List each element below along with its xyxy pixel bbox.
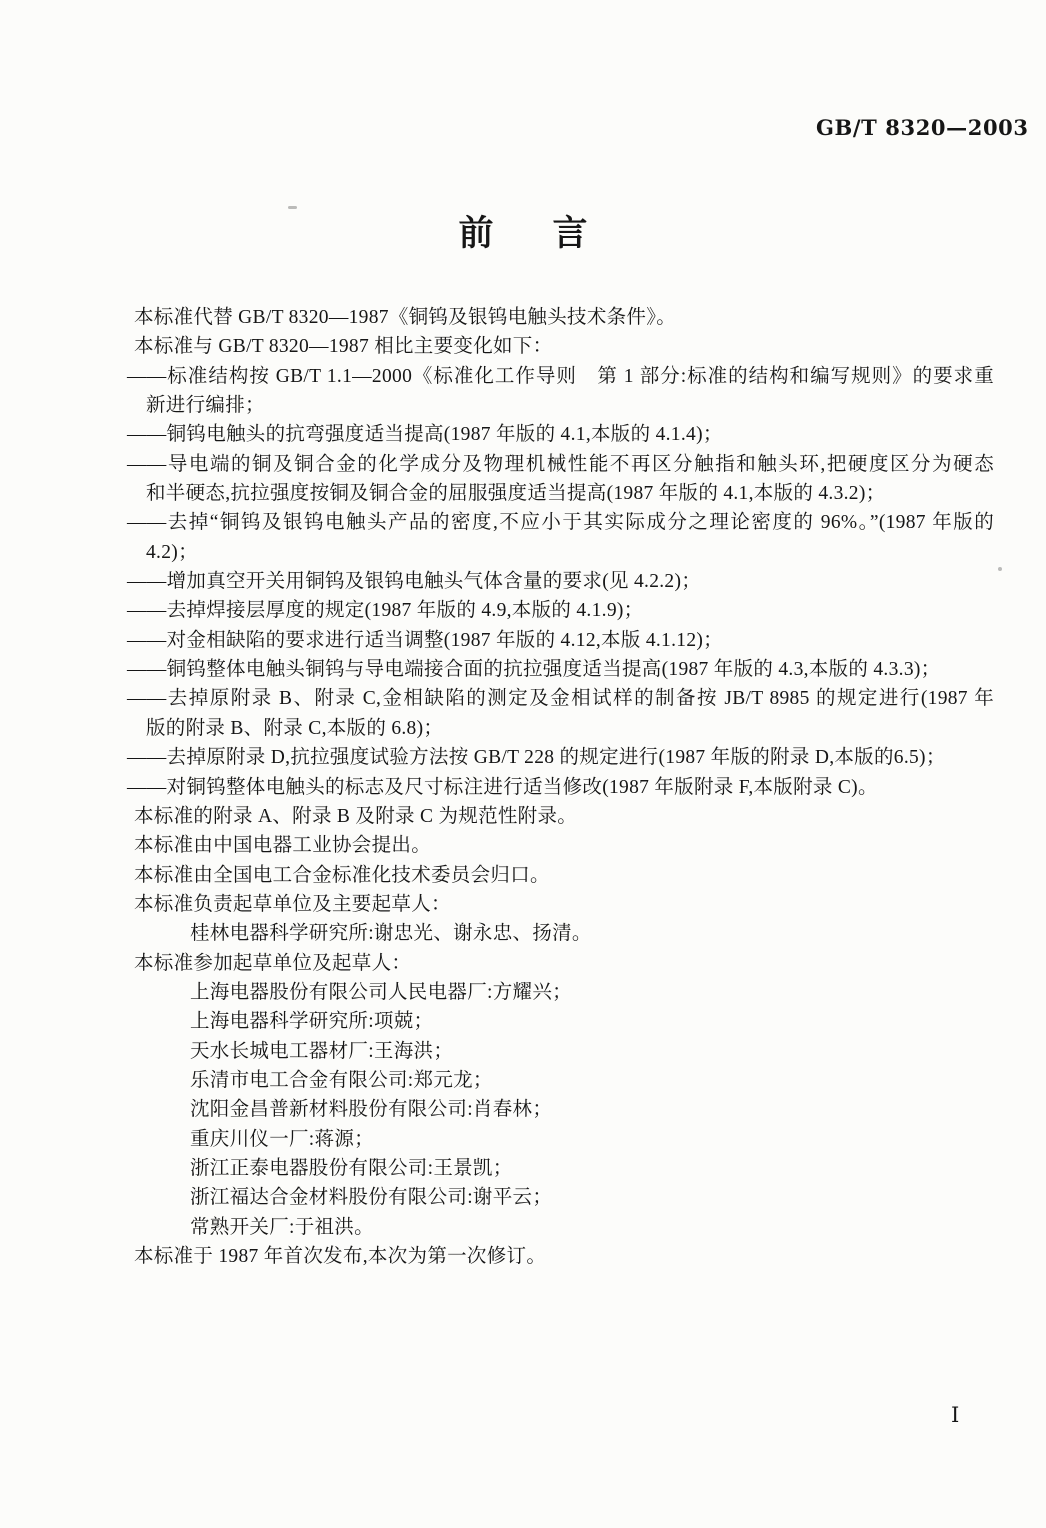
body-line: 天水长城电工器材厂:王海洪；: [190, 1040, 454, 1062]
body-line: 新进行编排；: [146, 395, 265, 417]
body-line: 乐清市电工合金有限公司:郑元龙；: [190, 1069, 493, 1091]
standard-code-header: GB/T 8320—2003: [816, 115, 1029, 140]
body-line: ——标准结构按 GB/T 1.1—2000《标准化工作导则 第 1 部分:标准的结构和编写规则》的要求重: [127, 365, 994, 387]
body-line: ——铜钨电触头的抗弯强度适当提高(1987 年版的 4.1,本版的 4.1.4)；: [127, 424, 723, 446]
body-line: ——去掉原附录 B、附录 C,金相缺陷的测定及金相试样的制备按 JB/T 8985 的规定进行(1987 年: [127, 688, 994, 710]
body-line: ——去掉焊接层厚度的规定(1987 年版的 4.9,本版的 4.1.9)；: [127, 600, 644, 622]
body-line: ——去掉原附录 D,抗拉强度试验方法按 GB/T 228 的规定进行(1987 年版的附录 D,本版的6.5)；: [127, 747, 946, 769]
body-line: 本标准由中国电器工业协会提出。: [134, 835, 432, 857]
body-line: 沈阳金昌普新材料股份有限公司:肖春林；: [190, 1099, 553, 1121]
body-line: ——铜钨整体电触头铜钨与导电端接合面的抗拉强度适当提高(1987 年版的 4.3,本版的 4.3.3)；: [127, 659, 941, 681]
body-line: 上海电器股份有限公司人民电器厂:方耀兴；: [190, 981, 572, 1003]
scan-speck: [288, 206, 297, 209]
body-line: 常熟开关厂:于祖洪。: [190, 1216, 374, 1238]
page-title: 前 言: [458, 214, 600, 253]
body-line: 本标准负责起草单位及主要起草人：: [134, 893, 451, 915]
body-line: 本标准代替 GB/T 8320—1987《铜钨及银钨电触头技术条件》。: [134, 307, 677, 328]
body-line: ——对金相缺陷的要求进行适当调整(1987 年版的 4.12,本版 4.1.12)；: [127, 629, 723, 651]
body-line: 版的附录 B、附录 C,本版的 6.8)；: [146, 717, 444, 739]
body-line: 本标准的附录 A、附录 B 及附录 C 为规范性附录。: [134, 805, 578, 827]
body-line: 桂林电器科学研究所:谢忠光、谢永忠、扬清。: [190, 923, 592, 945]
body-line: 本标准与 GB/T 8320—1987 相比主要变化如下：: [134, 336, 553, 358]
body-line: 本标准参加起草单位及起草人：: [134, 952, 412, 974]
body-line: ——增加真空开关用铜钨及银钨电触头气体含量的要求(见 4.2.2)；: [127, 571, 702, 593]
body-line: 本标准由全国电工合金标准化技术委员会归口。: [134, 864, 550, 886]
body-line: 浙江福达合金材料股份有限公司:谢平云；: [190, 1187, 553, 1209]
body-line: ——导电端的铜及铜合金的化学成分及物理机械性能不再区分触指和触头环,把硬度区分为硬态: [127, 453, 994, 475]
page-number: I: [951, 1403, 960, 1427]
foreword-body: [127, 303, 994, 1271]
body-line: ——对铜钨整体电触头的标志及尺寸标注进行适当修改(1987 年版附录 F,本版附录 C)。: [127, 776, 878, 798]
body-line: 浙江正泰电器股份有限公司:王景凯；: [190, 1157, 513, 1179]
body-line: 本标准于 1987 年首次发布,本次为第一次修订。: [134, 1246, 547, 1267]
body-line: 4.2)；: [146, 541, 198, 563]
body-line: 和半硬态,抗拉强度按铜及铜合金的屈服强度适当提高(1987 年版的 4.1,本版的 4.3.2)；: [146, 483, 886, 505]
body-line: 重庆川仪一厂:蒋源；: [190, 1128, 374, 1150]
body-line: 上海电器科学研究所:项兢；: [190, 1011, 434, 1033]
body-line: ——去掉“铜钨及银钨电触头产品的密度,不应小于其实际成分之理论密度的 96%。”(1987 年版的: [127, 512, 994, 534]
scan-speck: [998, 567, 1002, 571]
